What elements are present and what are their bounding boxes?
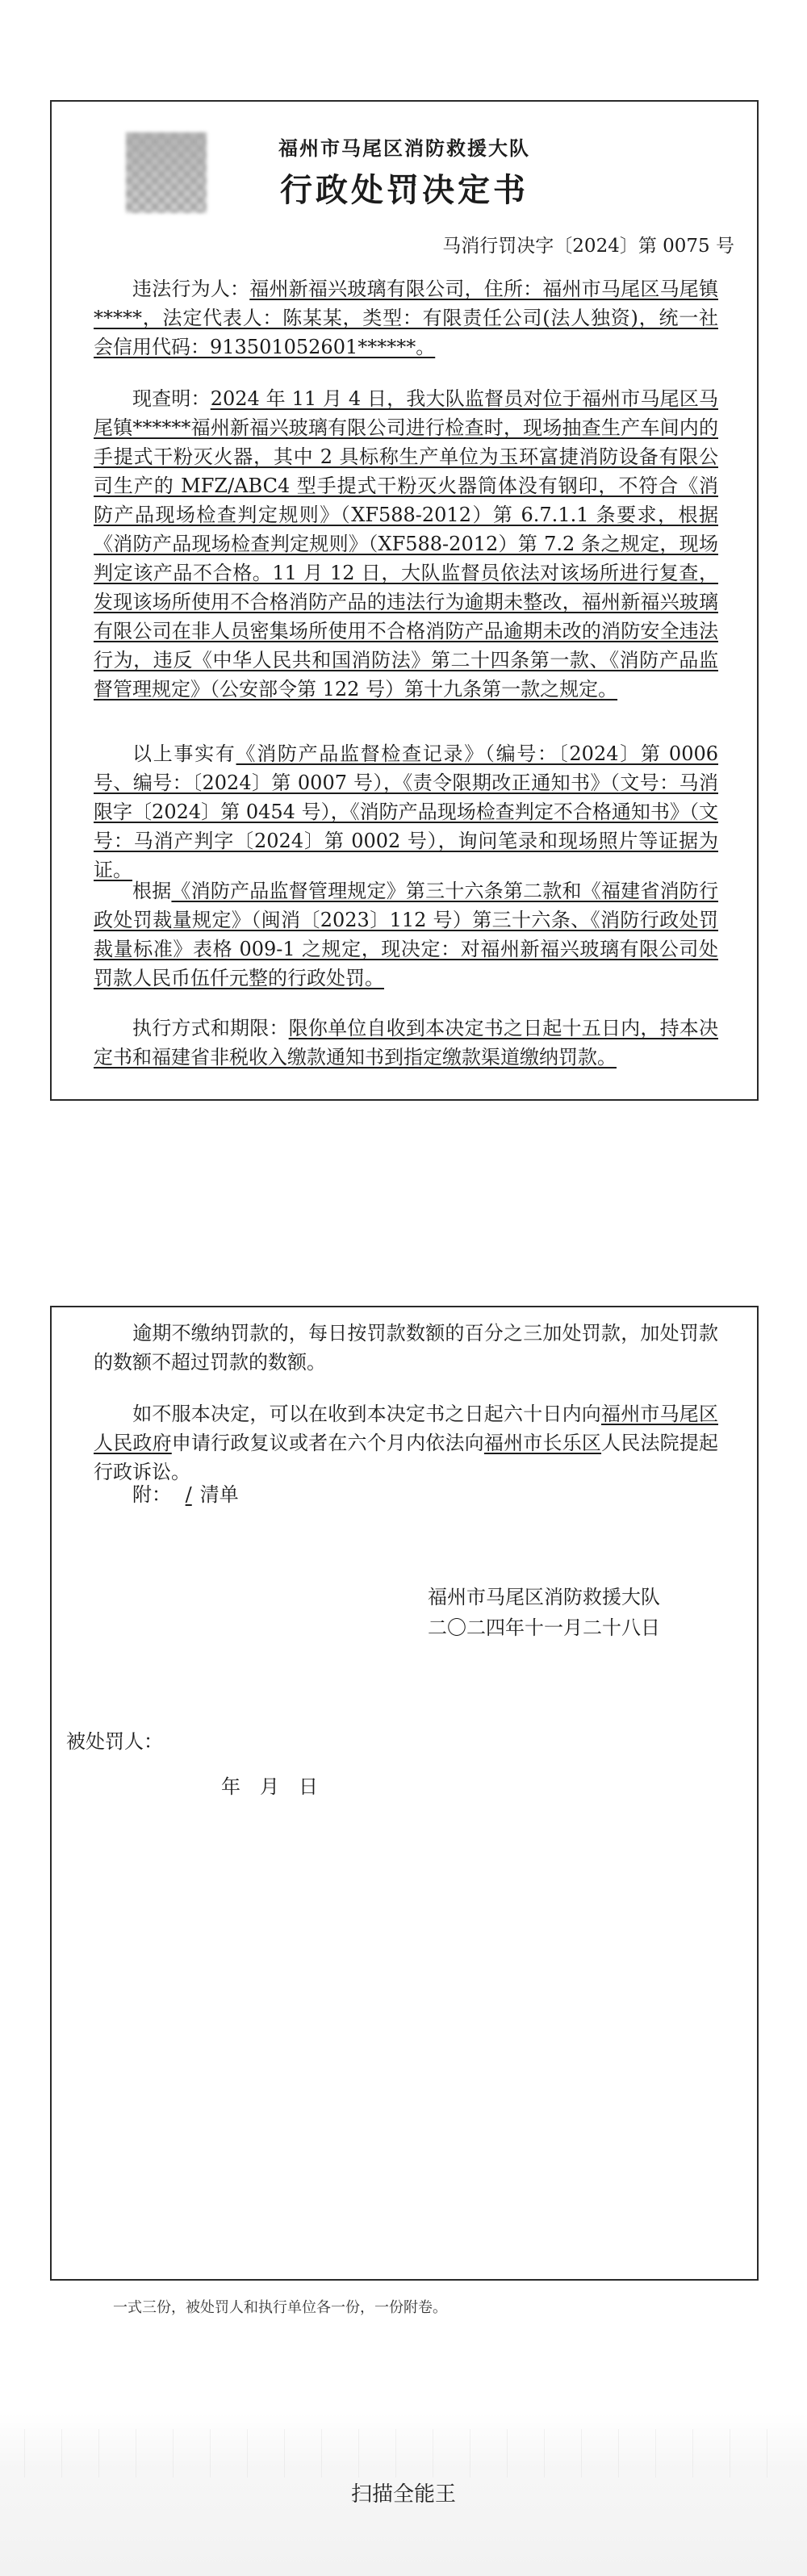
offender-paragraph [94,274,718,362]
findings-text: 2024 年 11 月 4 日，我大队监督员对位于福州市马尾区马尾镇******福州新福兴玻璃有限公司进行检查时，现场抽查生产车间内的手提式干粉灭火器，其中 2 具标称生产单位为玉环富捷消防设备有限公司生产的 MFZ/ABC4 型手提式干粉灭火器筒体没有钢印，不符合《消防产品现场检查判定规则》（XF588-2012）第 6.7.1.1 条要求，根据《消防产品现场检查判定规则》（XF588-2012）第 7.2 条之规定，现场判定该产品不合格。11 月 12 日，大队监督员依法对该场所进行复查，发现该场所使用不合格消防产品的违法行为逾期未整改，福州新福兴玻璃有限公司在非人员密集场所使用不合格消防产品逾期未改的消防安全违法行为，违反《中华人民共和国消防法》第二十四条第一款、《消防产品监督管理规定》（公安部令第 122 号）第十九条第一款之规定。 [94,387,719,700]
evidence-label: 以上事实有 [132,742,236,765]
copies-note: 一式三份，被处罚人和执行单位各一份，一份附卷。 [113,2299,447,2316]
signer-date: 二〇二四年十一月二十八日 [428,1616,660,1639]
attachment-value: / [185,1483,192,1506]
appeal-paragraph [94,1399,718,1487]
scanner-app-label: 扫描全能王 [350,2482,456,2507]
findings-label: 现查明： [132,387,211,410]
evidence-text: 《消防产品监督检查记录》（编号：〔2024〕第 0006 号、编号：〔2024〕第 0007 号），《责令限期改正通知书》（文号：马消限字〔2024〕第 0454 号），《消防产品现场检查判定不合格通知书》（文号：马消产判字〔2024〕第 0002 号），询问笔录和现场照片等证据为证。 [94,742,719,881]
recipient-date: 年 月 日 [221,1775,318,1798]
late-penalty-paragraph [94,1319,718,1377]
appeal-suffix: 人民法院提起行政诉讼。 [94,1432,719,1483]
decision-page-2 [50,1306,759,2281]
signer-org: 福州市马尾区消防救援大队 [428,1586,660,1608]
scanner-watermark-band [0,2413,807,2576]
appeal-middle: 申请行政复议或者在六个月内依法向 [171,1432,484,1454]
offender-text: 福州新福兴玻璃有限公司，住所：福州市马尾区马尾镇*****，法定代表人：陈某某，类型：有限责任公司(法人独资)，统一社会信用代码：913501052601******。 [94,278,719,358]
execution-text: 限你单位自收到本决定书之日起十五日内，持本决定书和福建省非税收入缴款通知书到指定缴款渠道缴纳罚款。 [94,1017,718,1068]
decision-page-1 [50,100,759,1101]
execution-label: 执行方式和期限： [132,1017,289,1039]
attachment-label: 附： [132,1483,171,1506]
offender-label: 违法行为人： [132,278,250,300]
decision-label: 根据 [132,880,172,902]
scanner-pattern [24,2429,783,2478]
execution-paragraph [94,1014,718,1072]
signature-block [428,1582,660,1643]
appeal-court: 福州市长乐区 [483,1432,602,1454]
findings-paragraph [94,384,718,704]
attachment-line [94,1480,718,1509]
decision-text: 《消防产品监督管理规定》第三十六条第二款和《福建省消防行政处罚裁量规定》（闽消〔2023〕112 号）第三十六条、《消防行政处罚裁量标准》表格 009-1 之规定，现决定：对福州新福兴玻璃有限公司处罚款人民币伍仟元整的行政处罚。 [94,880,719,989]
recipient-label: 被处罚人： [66,1730,163,1753]
appeal-government: 福州市马尾区人民政府 [94,1403,718,1454]
appeal-prefix: 如不服本决定，可以在收到本决定书之日起六十日内向 [132,1403,601,1425]
decision-paragraph [94,876,718,993]
late-penalty-text: 逾期不缴纳罚款的，每日按罚款数额的百分之三加处罚款，加处罚款的数额不超过罚款的数额。 [94,1322,718,1374]
document-number: 马消行罚决字〔2024〕第 0075 号 [442,236,734,257]
attachment-suffix: 清单 [199,1483,239,1506]
document-title: 行政处罚决定书 [280,171,529,209]
org-header: 福州市马尾区消防救援大队 [278,136,530,160]
evidence-paragraph [94,739,718,884]
